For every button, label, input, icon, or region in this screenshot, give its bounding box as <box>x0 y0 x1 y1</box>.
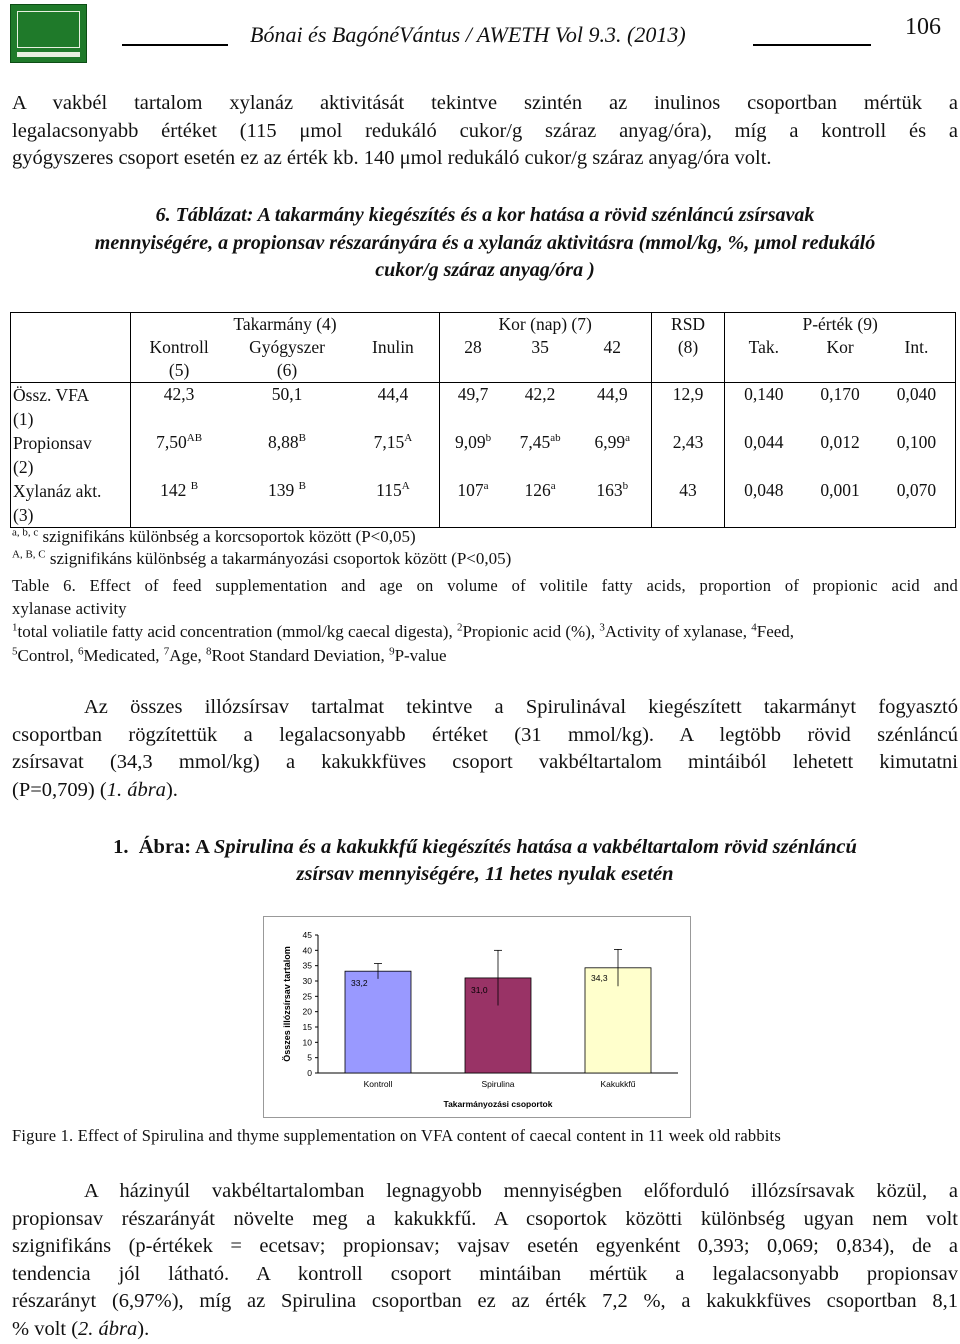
table-row <box>11 479 956 528</box>
table-cell: 142 $^B$ <box>131 479 227 528</box>
text-line: propionsav részarányát növelte meg a kakukkfű. A csoportok közötti különbség ugyan nem volt <box>12 1207 958 1230</box>
table-cell: 43 <box>651 479 724 528</box>
text-line: A vakbél tartalom xylanáz aktivitását tekintve szintén az inulinos csoportban mértük a <box>12 92 958 114</box>
legend-index: 3 <box>599 621 605 634</box>
text-line: szignifikáns (p-értékek = ecetsav; propionsav; vajsav esetén egyenként 0,393; 0,069; 0,834), de a <box>12 1235 958 1257</box>
text-line: részarányt (6,97%), míg az Spirulina csoportban ez az érték 7,2 %, a kakukkfüves csoportban 8,1 <box>12 1290 958 1312</box>
y-tick-label: 5 <box>307 1052 312 1063</box>
table-cell: 0,044 <box>725 431 803 479</box>
data-label: 34,3 <box>591 972 608 983</box>
table-cell: 163$^b$ <box>574 479 652 528</box>
bar-chart <box>264 917 690 1117</box>
text-line: (P=0,709) (1. ábra). <box>12 778 178 801</box>
table-caption <box>12 202 958 285</box>
table-row <box>11 431 956 479</box>
y-tick-label: 15 <box>302 1022 312 1032</box>
header-kontroll: Kontroll (5) <box>131 336 227 383</box>
y-tick-label: 45 <box>302 930 312 940</box>
text-line: Az összes illózsírsav tartalmat tekintve a Spirulinával kiegészített takarmányt fogyasztó <box>84 696 958 718</box>
footnote-age: $^{a, b, c}$ szignifikáns különbség a korcsoportok között (P<0,05) <box>12 526 416 546</box>
table-cell: 50,1 <box>271 384 303 404</box>
legend-index: 1 <box>12 621 18 634</box>
footnote-feed: $^{A, B, C}$ szignifikáns különbség a takarmányozási csoportok között (P<0,05) <box>12 548 512 568</box>
x-axis-title: Takarmányozási csoportok <box>443 1099 553 1109</box>
row-label: Xylanáz akt. (3) <box>11 479 131 528</box>
y-tick-label: 40 <box>302 945 312 956</box>
table-cell: 0,100 <box>878 431 956 479</box>
text-line: legalacsonyabb értéket (115 μmol redukáló cukor/g száraz anyag/óra), míg a kontroll és a <box>12 119 958 142</box>
y-tick-label: 10 <box>302 1037 312 1048</box>
x-tick-label: Spirulina <box>481 1079 515 1089</box>
table-cell: 0,040 <box>878 383 956 432</box>
text-line: A házinyúl vakbéltartalomban legnagyobb mennyiségben előforduló illózsírsavak közül, a <box>84 1180 958 1202</box>
chart-container <box>263 916 691 1118</box>
header-p-value: P-érték (9) <box>725 313 956 337</box>
y-tick-label: 35 <box>302 960 312 971</box>
results-table <box>10 312 956 528</box>
table-cell: 0,001 <box>802 479 878 528</box>
table-corner-lower <box>11 336 131 383</box>
header-rule-left <box>122 44 228 46</box>
table-cell: $7,15^A$ <box>373 432 413 452</box>
header-day-42: 42 <box>574 336 652 383</box>
y-tick-label: 30 <box>302 976 312 986</box>
header-age: Kor (nap) (7) <box>439 313 651 337</box>
table-cell: 0,012 <box>820 432 860 452</box>
caption-line: mennyiségére, a propionsav részarányára és a xylanáz aktivitásra (mmol/kg, %, µmol redukáló <box>94 231 876 254</box>
table-footnotes <box>12 526 958 570</box>
header-gyogyszer: Gyógyszer (6) <box>227 336 347 383</box>
intro-paragraph <box>12 90 958 173</box>
table-row <box>11 383 956 432</box>
table-cell: 44,9 <box>596 384 628 404</box>
table-cell: 2,43 <box>651 431 724 479</box>
header-inulin: Inulin <box>347 336 439 383</box>
page-number: 106 <box>905 14 941 40</box>
caption-line: cukor/g száraz anyag/óra ) <box>375 259 595 281</box>
table-cell: 7,45$^{ab}$ <box>519 432 561 452</box>
header-rsd-note: (8) <box>651 336 724 383</box>
figure-reference: 1. ábra <box>106 778 166 801</box>
figure-reference: 2. ábra <box>78 1317 138 1340</box>
table-cell: $7,50^{AB}$ <box>156 432 203 452</box>
legend-index: 6 <box>77 645 84 658</box>
table-body <box>11 383 956 528</box>
legend-text: Propionic acid (%), <box>462 622 600 641</box>
table-cell: 0,048 <box>725 479 803 528</box>
table-cell: 107$^a$ <box>439 479 506 528</box>
y-tick-label: 20 <box>302 1006 312 1017</box>
y-tick-label: 25 <box>302 991 312 1002</box>
row-label: Össz. VFA (1) <box>11 383 131 432</box>
legend-text: Feed, <box>756 622 795 641</box>
legend-text: Age, <box>169 646 207 665</box>
data-label: 31,0 <box>471 984 488 995</box>
figure-caption: Figure 1. Effect of Spirulina and thyme supplementation on VFA content of caecal content in 11 week old rabbits <box>12 1126 781 1145</box>
header-day-28: 28 <box>439 336 506 383</box>
data-label: 33,2 <box>351 978 368 989</box>
header-rsd: RSD <box>651 313 724 337</box>
header-int: Int. <box>878 336 956 383</box>
paragraph-results-vfa <box>12 694 958 804</box>
y-axis-title: Összes illózsírsav tartalom <box>282 946 292 1062</box>
legend-text: Control, <box>17 646 78 665</box>
header-kor: Kor <box>802 336 878 383</box>
table-cell: 139 $^B$ <box>227 479 347 528</box>
journal-logo <box>10 4 87 63</box>
table-cell: $115^A$ <box>347 479 439 528</box>
legend-index: 7 <box>163 645 170 658</box>
legend-line <box>12 620 958 644</box>
header-day-35: 35 <box>506 336 573 383</box>
english-line: Table 6. Effect of feed supplementation and age on volume of volitile fatty acids, proportion of propionic acid and <box>12 576 958 595</box>
paragraph-propionic <box>12 1178 958 1343</box>
text-line: zsírsavat (34,3 mmol/kg) a kakukkfüves csoport vakbéltartalom mintáiból lehetett kimutatni <box>12 751 958 773</box>
table-english-caption <box>12 574 958 620</box>
text-line: gyógyszeres csoport esetén ez az érték kb. 140 μmol redukáló cukor/g száraz anyag/óra volt. <box>12 147 772 169</box>
legend-index: 8 <box>206 645 212 658</box>
table-cell: 0,140 <box>725 383 803 432</box>
table-cell: 6,99$^a$ <box>594 432 631 452</box>
legend-line <box>12 644 958 668</box>
legend-index: 5 <box>12 645 18 658</box>
legend-text: Activity of xylanase, <box>604 622 752 641</box>
table-cell: 44,4 <box>377 384 409 404</box>
y-tick-label: 0 <box>307 1068 312 1078</box>
legend-text: total voliatile fatty acid concentration (mmol/kg caecal digesta), <box>17 622 457 641</box>
legend-index: 2 <box>456 621 463 634</box>
table-cell: 12,9 <box>651 383 724 432</box>
legend-index: 4 <box>751 621 757 634</box>
table-cell: 0,070 <box>878 479 956 528</box>
row-label: Propionsav (2) <box>11 431 131 479</box>
caption-line: 6. Táblázat: A takarmány kiegészítés és a kor hatása a rövid szénláncú zsírsavak <box>155 204 815 226</box>
legend-text: P-value <box>394 646 447 665</box>
x-tick-label: Kakukkfű <box>600 1079 636 1089</box>
english-line: xylanase activity <box>12 599 127 618</box>
header-tak: Tak. <box>725 336 803 383</box>
figure-title: 1. Ábra: A Spirulina és a kakukkfű kiegészítés hatása a vakbéltartalom rövid szénláncú zsírsav mennyiségére, 11 hetes nyulak esetén <box>113 836 857 885</box>
text-line: tendencia jól látható. A kontroll csoport mintáiban mértük a legalacsonyabb propionsav <box>12 1262 958 1285</box>
table-cell: $8,88^B$ <box>268 432 307 452</box>
x-tick-label: Kontroll <box>363 1079 393 1089</box>
legend-index: 9 <box>389 645 395 658</box>
text-line: % volt (2. ábra). <box>12 1317 150 1340</box>
table-cell: 126$^a$ <box>506 479 573 528</box>
legend-text: Root Standard Deviation, <box>211 646 390 665</box>
table-cell: 42,3 <box>163 384 195 404</box>
text-line: csoportban rögzítettük a legalacsonyabb értéket (31 mmol/kg). A legtöbb rövid szénláncú <box>12 723 958 746</box>
table-cell: 49,7 <box>439 383 506 432</box>
legend-text: Medicated, <box>83 646 164 665</box>
header-rule-right <box>753 44 871 46</box>
table-cell: 42,2 <box>524 384 556 404</box>
table-cell: 0,170 <box>820 384 860 404</box>
table-corner <box>11 313 131 337</box>
table-cell: 9,09$^b$ <box>439 431 506 479</box>
running-header: Bónai és BagónéVántus / AWETH Vol 9.3. (2013) <box>250 22 686 47</box>
header-feed: Takarmány (4) <box>131 313 439 337</box>
table-english-legend <box>12 620 958 668</box>
